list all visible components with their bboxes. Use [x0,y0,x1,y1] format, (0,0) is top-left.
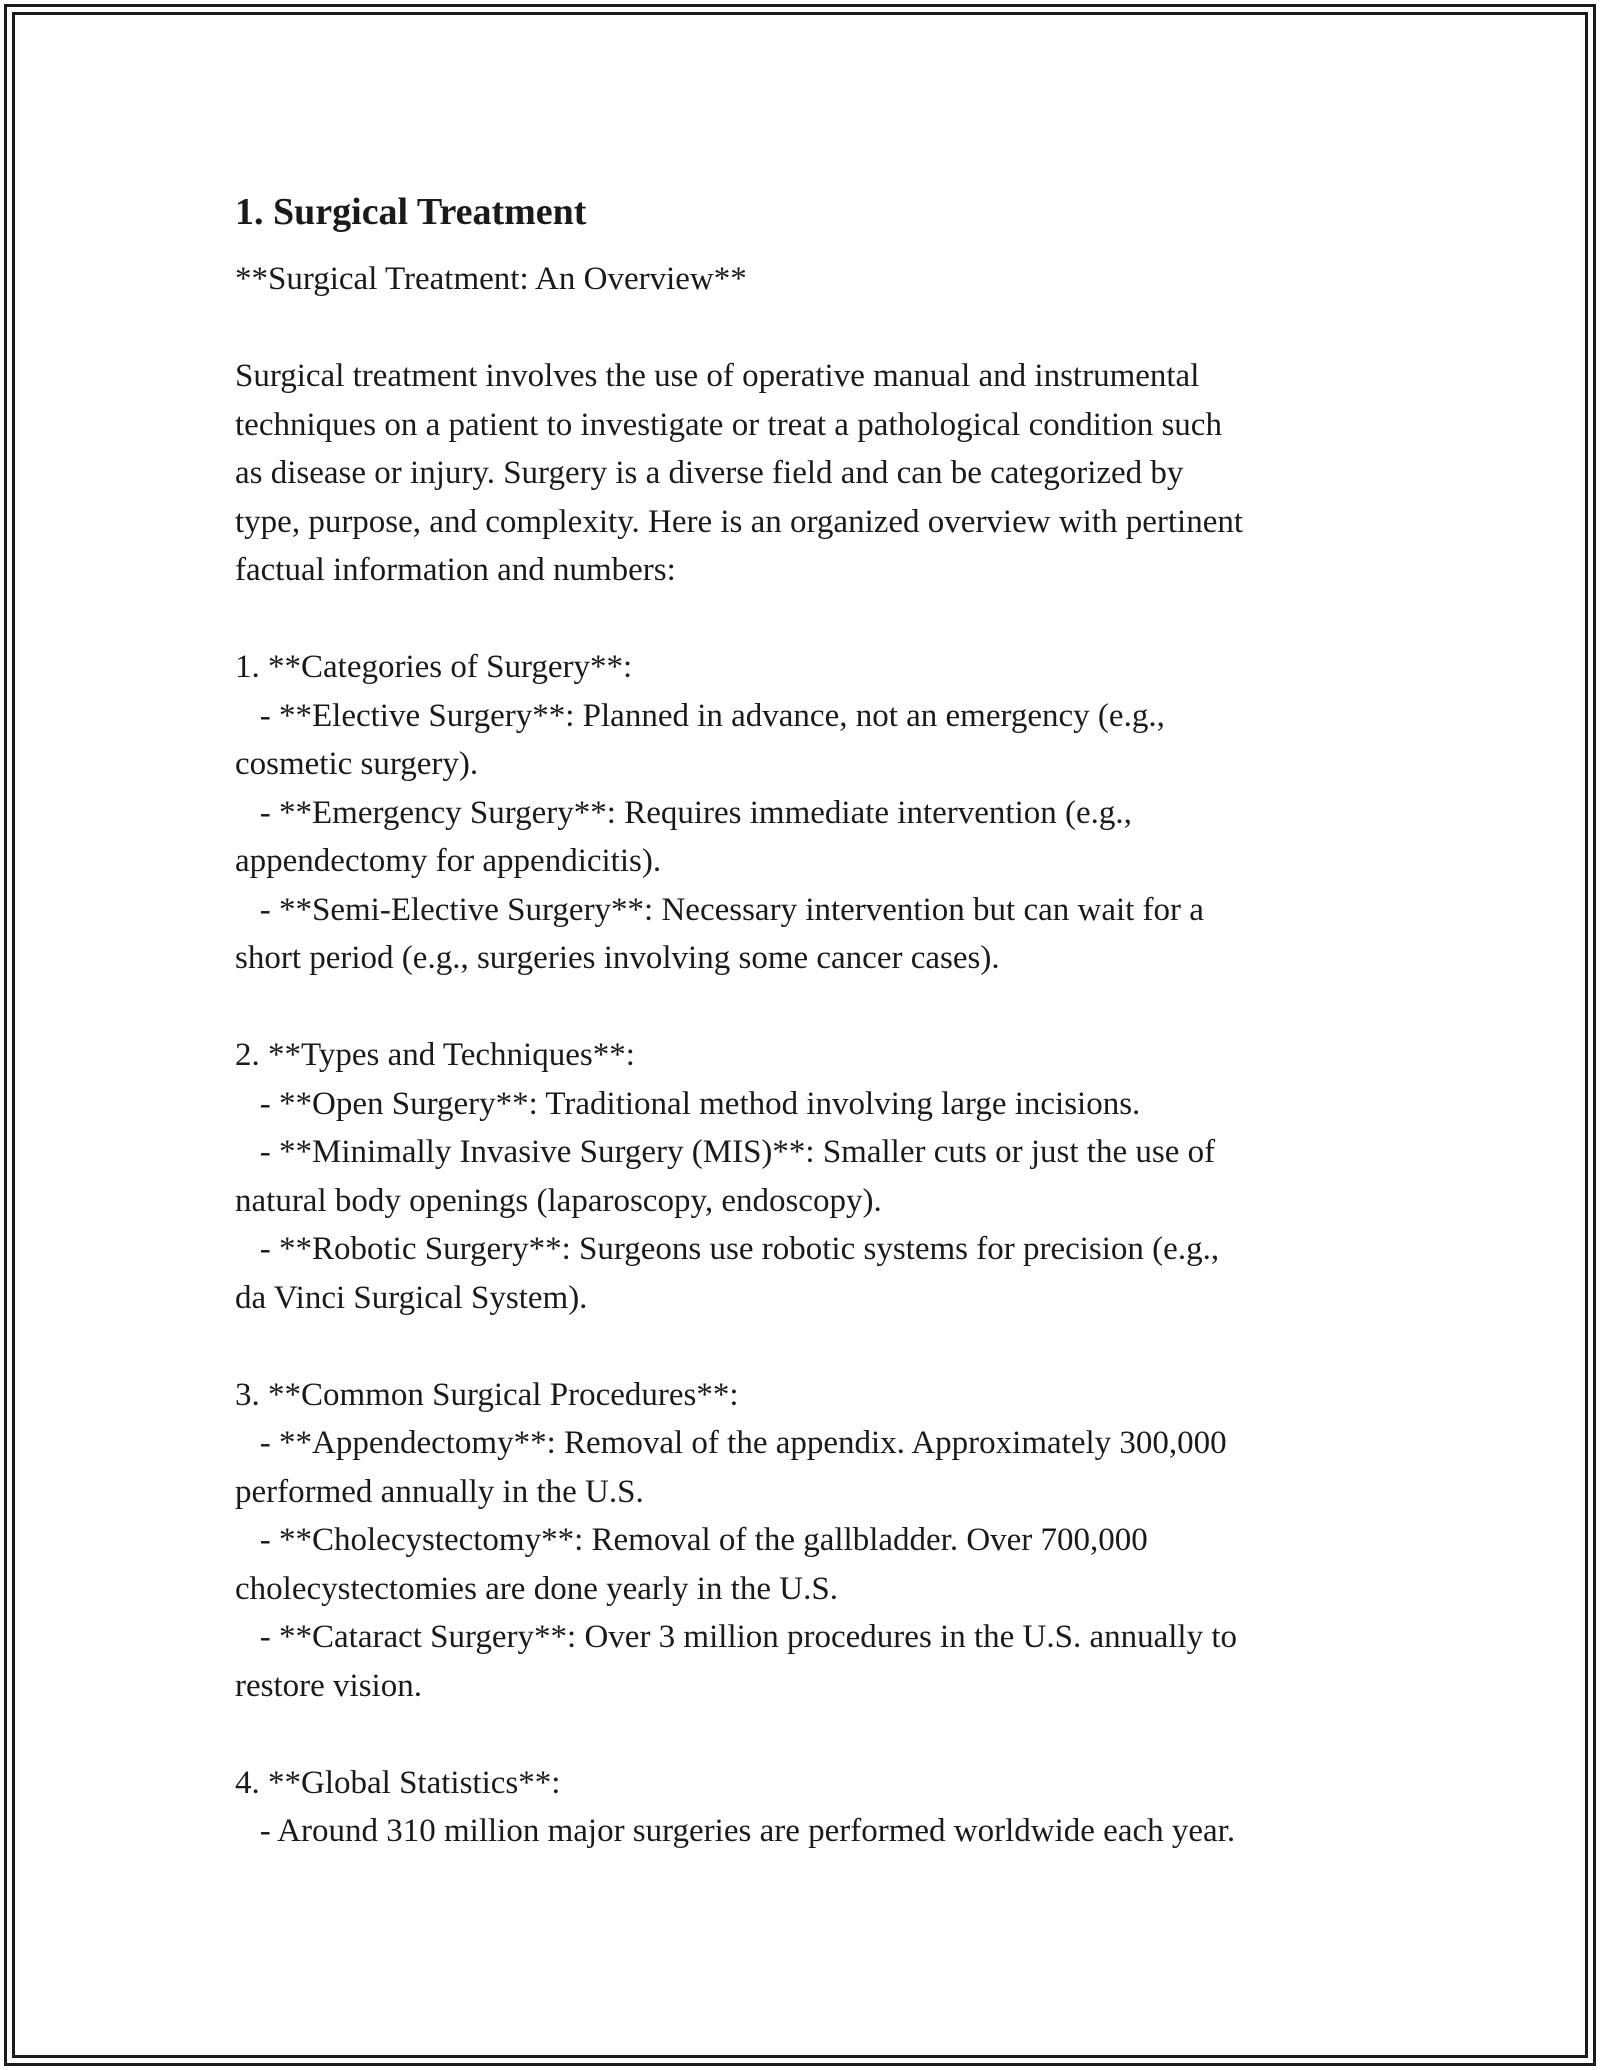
document-body [235,185,1395,1856]
section-statistics: 4. **Global Statistics**: - Around 310 million major surgeries are performed worldwide each year. [235,1764,1236,1849]
document-title: 1. Surgical Treatment [235,191,587,233]
section-procedures: 3. **Common Surgical Procedures**: - **Appendectomy**: Removal of the appendix. Approximately 300,000 performed annually in the U.S. - **Cholecystectomy**: Removal of the gallbladder. Over 700,000 cholecystectomies are done yearly in the U.S. - **Cataract Surgery**: Over 3 million procedures in the U.S. annually to restore vision. [235,1376,1238,1704]
blank-line [235,1710,1395,1759]
section-categories: 1. **Categories of Surgery**: - **Elective Surgery**: Planned in advance, not an emergency (e.g., cosmetic surgery). - **Emergency Surgery**: Requires immediate intervention (e.g., appendectomy for appendicitis). - **Semi-Elective Surgery**: Necessary intervention but can wait for a short period (e.g., surgeries involving some cancer cases). [235,649,1204,976]
blank-line [235,983,1395,1032]
section-types: 2. **Types and Techniques**: - **Open Surgery**: Traditional method involving large incisions. - **Minimally Invasive Surgery (MIS)**: Smaller cuts or just the use of natural body openings (laparoscopy, endoscopy). - **Robotic Surgery**: Surgeons use robotic systems for precision (e.g., da Vinci Surgical System). [235,1037,1220,1316]
intro-paragraph: Surgical treatment involves the use of operative manual and instrumental techniques on a patient to investigate or treat a pathological condition such as disease or injury. Surgery is a diverse field and can be categorized by type, purpose, and complexity. Here is an organized overview with pertinent factual information and numbers: [235,358,1244,588]
blank-line [235,595,1395,644]
blank-line [235,1322,1395,1371]
blank-line [235,304,1395,353]
overview-heading: **Surgical Treatment: An Overview** [235,261,747,297]
